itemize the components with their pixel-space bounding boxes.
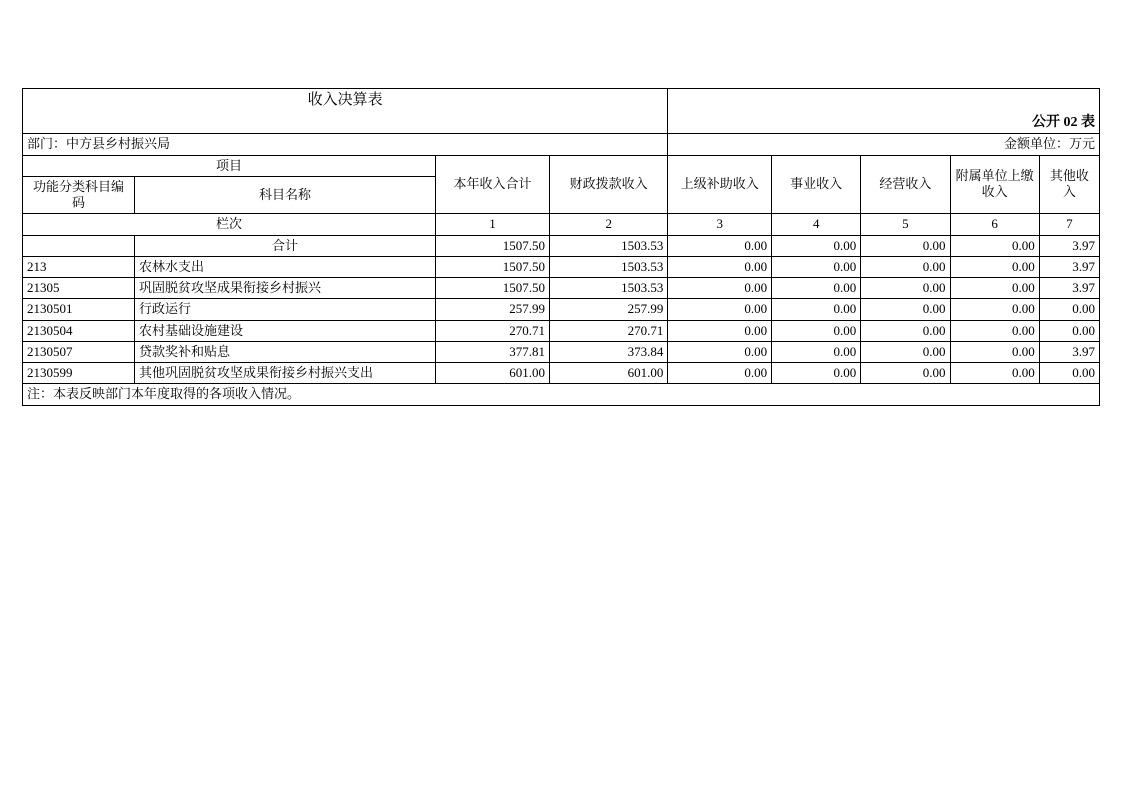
row-value-5: 0.00: [861, 341, 950, 362]
table-row: [23, 256, 1100, 277]
header-superior-subsidy: 上级补助收入: [668, 155, 772, 214]
row-value-3: 0.00: [668, 256, 772, 277]
row-value-2: 373.84: [550, 341, 668, 362]
report-page: [22, 88, 1100, 406]
row-value-6: 0.00: [950, 320, 1039, 341]
header-affiliated-remittance: 附属单位上缴收入: [950, 155, 1039, 214]
income-final-accounts-table: [22, 88, 1100, 406]
row-code: 213: [23, 256, 135, 277]
title-spacer: [668, 89, 1100, 112]
column-number-4: 4: [772, 214, 861, 235]
row-name: 其他巩固脱贫攻坚成果衔接乡村振兴支出: [135, 363, 436, 384]
department-row: [23, 134, 1100, 155]
table-row: [23, 278, 1100, 299]
form-code: 公开 02 表: [668, 112, 1100, 134]
header-operational-income: 事业收入: [772, 155, 861, 214]
row-value-2: 257.99: [550, 299, 668, 320]
row-value-7: 3.97: [1039, 256, 1099, 277]
row-value-3: 0.00: [668, 363, 772, 384]
row-value-5: 0.00: [861, 363, 950, 384]
form-code-left-spacer: [23, 112, 668, 134]
row-value-3: 0.00: [668, 278, 772, 299]
row-code: 2130507: [23, 341, 135, 362]
row-value-1: 1507.50: [435, 256, 549, 277]
column-number-6: 6: [950, 214, 1039, 235]
header-business-income: 经营收入: [861, 155, 950, 214]
group-header-item: 项目: [23, 155, 436, 176]
title-row: [23, 89, 1100, 112]
row-value-1: 257.99: [435, 299, 549, 320]
row-value-4: 0.00: [772, 341, 861, 362]
note-row: [23, 384, 1100, 405]
row-value-7: 3.97: [1039, 278, 1099, 299]
row-name: 巩固脱贫攻坚成果衔接乡村振兴: [135, 278, 436, 299]
row-code: 2130501: [23, 299, 135, 320]
column-number-row: [23, 214, 1100, 235]
table-row: [23, 299, 1100, 320]
row-value-6: 0.00: [950, 256, 1039, 277]
row-value-6: 0.00: [950, 235, 1039, 256]
row-code: [23, 235, 135, 256]
row-value-2: 1503.53: [550, 256, 668, 277]
group-header-row: [23, 155, 1100, 176]
row-value-5: 0.00: [861, 299, 950, 320]
table-row: [23, 235, 1100, 256]
column-row-label: 栏次: [23, 214, 436, 235]
row-value-2: 1503.53: [550, 235, 668, 256]
row-value-3: 0.00: [668, 320, 772, 341]
row-name: 贷款奖补和贴息: [135, 341, 436, 362]
row-value-1: 1507.50: [435, 235, 549, 256]
form-code-row: [23, 112, 1100, 134]
row-value-2: 601.00: [550, 363, 668, 384]
row-value-7: 3.97: [1039, 341, 1099, 362]
row-value-3: 0.00: [668, 235, 772, 256]
column-number-5: 5: [861, 214, 950, 235]
row-value-7: 0.00: [1039, 320, 1099, 341]
row-value-4: 0.00: [772, 278, 861, 299]
column-number-1: 1: [435, 214, 549, 235]
department-label: 部门：中方县乡村振兴局: [23, 134, 668, 155]
row-value-7: 0.00: [1039, 363, 1099, 384]
table-row: [23, 320, 1100, 341]
row-name: 合计: [135, 235, 436, 256]
amount-unit-label: 金额单位：万元: [668, 134, 1100, 155]
row-code: 21305: [23, 278, 135, 299]
row-value-3: 0.00: [668, 341, 772, 362]
header-fiscal-appropriation: 财政拨款收入: [550, 155, 668, 214]
row-value-1: 270.71: [435, 320, 549, 341]
row-name: 农林水支出: [135, 256, 436, 277]
row-value-1: 377.81: [435, 341, 549, 362]
row-value-4: 0.00: [772, 363, 861, 384]
column-number-3: 3: [668, 214, 772, 235]
row-value-7: 3.97: [1039, 235, 1099, 256]
row-name: 行政运行: [135, 299, 436, 320]
row-value-7: 0.00: [1039, 299, 1099, 320]
row-value-1: 601.00: [435, 363, 549, 384]
row-value-2: 270.71: [550, 320, 668, 341]
row-value-6: 0.00: [950, 299, 1039, 320]
header-total-income: 本年收入合计: [435, 155, 549, 214]
row-value-5: 0.00: [861, 320, 950, 341]
row-value-3: 0.00: [668, 299, 772, 320]
row-code: 2130504: [23, 320, 135, 341]
row-value-1: 1507.50: [435, 278, 549, 299]
table-row: [23, 341, 1100, 362]
row-value-2: 1503.53: [550, 278, 668, 299]
column-number-7: 7: [1039, 214, 1099, 235]
row-value-4: 0.00: [772, 320, 861, 341]
row-value-4: 0.00: [772, 299, 861, 320]
row-value-4: 0.00: [772, 256, 861, 277]
row-code: 2130599: [23, 363, 135, 384]
row-value-4: 0.00: [772, 235, 861, 256]
row-name: 农村基础设施建设: [135, 320, 436, 341]
page-title: 收入决算表: [23, 89, 668, 112]
row-value-6: 0.00: [950, 278, 1039, 299]
column-number-2: 2: [550, 214, 668, 235]
row-value-5: 0.00: [861, 278, 950, 299]
header-subject-name: 科目名称: [135, 176, 436, 214]
table-note: 注：本表反映部门本年度取得的各项收入情况。: [23, 384, 1100, 405]
row-value-6: 0.00: [950, 363, 1039, 384]
header-function-code: 功能分类科目编码: [23, 176, 135, 214]
row-value-6: 0.00: [950, 341, 1039, 362]
header-other-income: 其他收入: [1039, 155, 1099, 214]
table-row: [23, 363, 1100, 384]
row-value-5: 0.00: [861, 256, 950, 277]
row-value-5: 0.00: [861, 235, 950, 256]
